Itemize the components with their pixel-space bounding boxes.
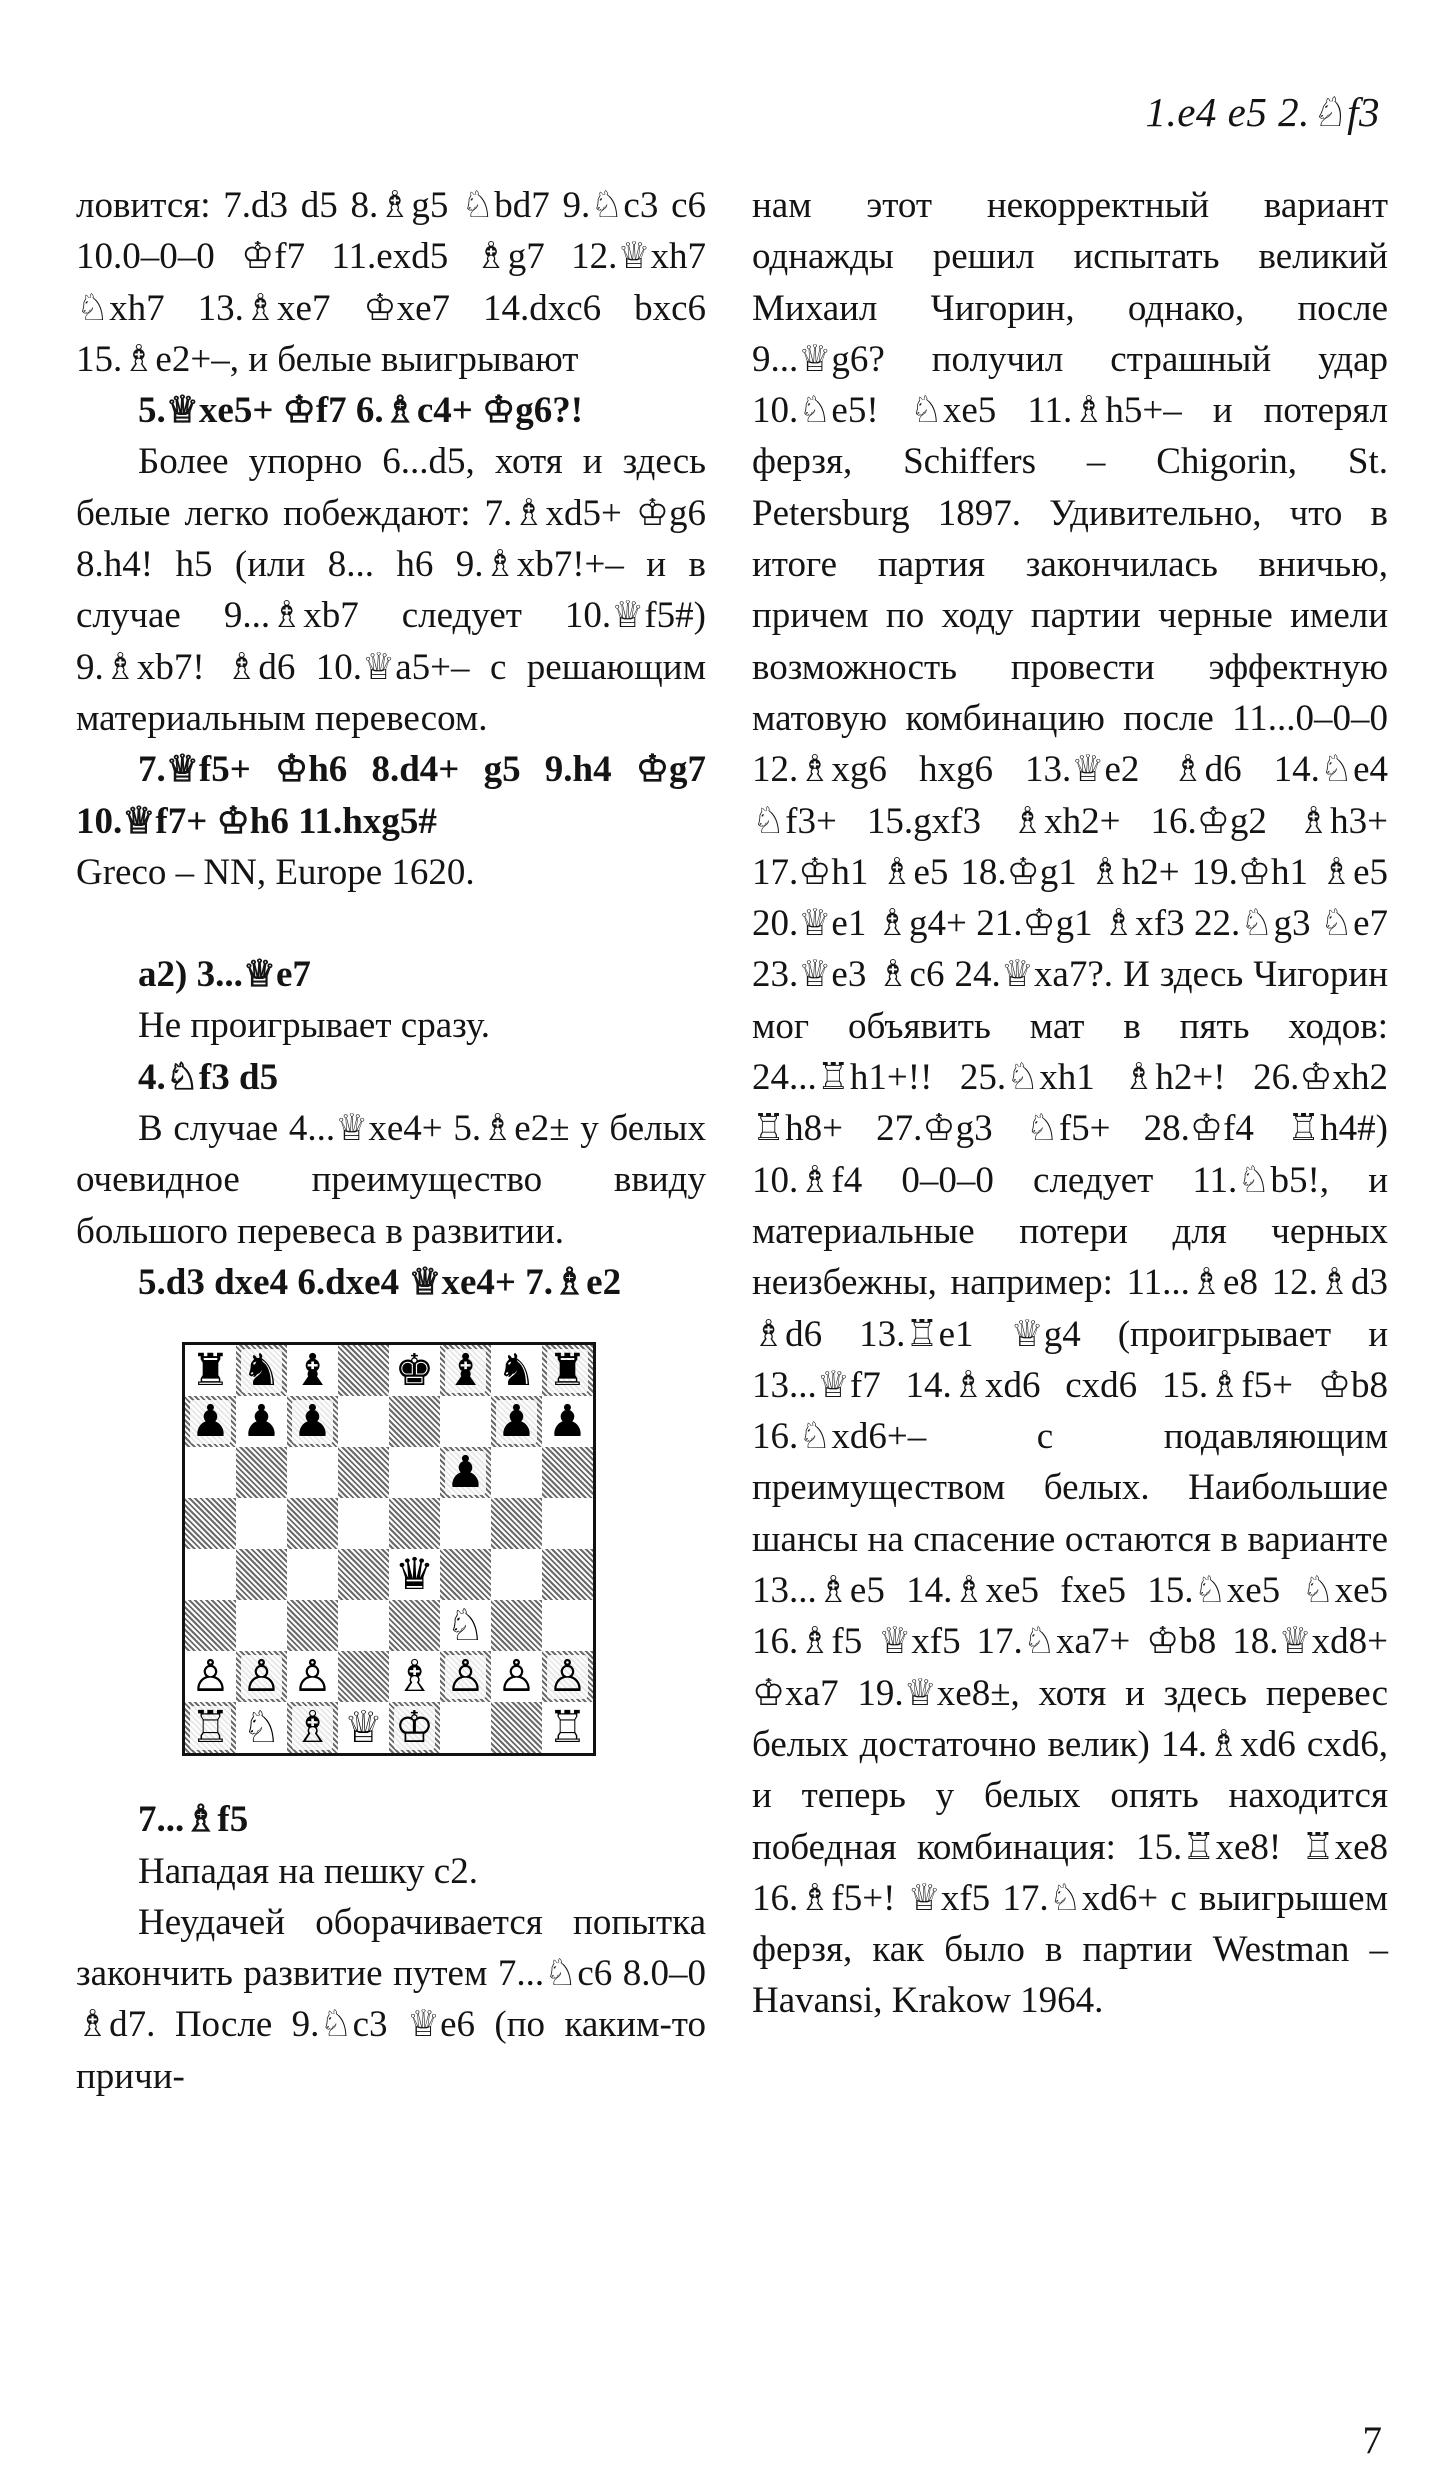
chess-piece: ♞ [496, 1344, 537, 1396]
square-h5 [542, 1498, 593, 1549]
chess-piece: ♞ [241, 1344, 282, 1396]
main-line-moves: 7...♗f5 [138, 1799, 249, 1841]
square-d7 [338, 1396, 389, 1447]
chess-piece: ♛ [394, 1548, 435, 1600]
chess-piece: ♘ [241, 1701, 282, 1753]
chess-piece: ♙ [445, 1650, 486, 1702]
square-h8 [542, 1345, 593, 1396]
paragraph: ловится: 7.d3 d5 8.♗g5 ♘bd7 9.♘c3 c6 10.0–0–0 ♔f7 11.exd5 ♗g7 12.♕xh7 ♘xh7 13.♗xe7 ♔xe7 14.dxc6 bxc6 15.♗e2+–, и белые выигрывают [76, 185, 706, 380]
section-heading: a2) 3...♕e7 [138, 954, 311, 996]
square-d3 [338, 1600, 389, 1651]
square-f7 [440, 1396, 491, 1447]
square-h3 [542, 1600, 593, 1651]
chess-piece: ♙ [496, 1650, 537, 1702]
square-e7 [389, 1396, 440, 1447]
square-b8 [236, 1345, 287, 1396]
chess-piece: ♝ [292, 1344, 333, 1396]
square-c7 [287, 1396, 338, 1447]
square-c4 [287, 1549, 338, 1600]
chess-board [182, 1342, 596, 1756]
square-e2 [389, 1651, 440, 1702]
chess-piece: ♟ [292, 1395, 333, 1447]
square-g5 [491, 1498, 542, 1549]
square-a7 [185, 1396, 236, 1447]
square-e1 [389, 1702, 440, 1753]
square-e6 [389, 1447, 440, 1498]
square-h6 [542, 1447, 593, 1498]
chess-piece: ♕ [343, 1701, 384, 1753]
chess-piece: ♗ [394, 1650, 435, 1702]
square-g7 [491, 1396, 542, 1447]
paragraph: Не проигрывает сразу. [138, 1005, 491, 1047]
square-g1 [491, 1702, 542, 1753]
square-h7 [542, 1396, 593, 1447]
game-reference: Greco – NN, Europe 1620. [76, 851, 475, 893]
square-g6 [491, 1447, 542, 1498]
chess-piece: ♘ [445, 1599, 486, 1651]
square-f5 [440, 1498, 491, 1549]
square-d5 [338, 1498, 389, 1549]
square-g3 [491, 1600, 542, 1651]
square-c1 [287, 1702, 338, 1753]
square-h2 [542, 1651, 593, 1702]
chess-piece: ♟ [190, 1395, 231, 1447]
square-e4 [389, 1549, 440, 1600]
square-a1 [185, 1702, 236, 1753]
chess-piece: ♔ [394, 1701, 435, 1753]
square-g2 [491, 1651, 542, 1702]
page-number: 7 [1362, 2419, 1382, 2462]
square-b4 [236, 1549, 287, 1600]
square-e5 [389, 1498, 440, 1549]
paragraph: Неудачей оборачивается попытка закончить развитие путем 7...♘c6 8.0–0 ♗d7. После 9.♘c3 ♕e6 (по каким-то причи- [76, 1901, 706, 2097]
square-h4 [542, 1549, 593, 1600]
square-f6 [440, 1447, 491, 1498]
square-b2 [236, 1651, 287, 1702]
chess-piece: ♖ [547, 1701, 588, 1753]
square-f2 [440, 1651, 491, 1702]
square-a5 [185, 1498, 236, 1549]
square-d6 [338, 1447, 389, 1498]
square-a4 [185, 1549, 236, 1600]
left-column [76, 180, 706, 2102]
chess-piece: ♜ [547, 1344, 588, 1396]
square-b1 [236, 1702, 287, 1753]
paragraph: Более упорно 6...d5, хотя и здесь белые легко побеждают: 7.♗xd5+ ♔g6 8.h4! h5 (или 8... h6 9.♗xb7!+– и в случае 9...♗xb7 следует 10.♕f5#) 9.♗xb7! ♗d6 10.♕a5+– с решающим материальным перевесом. [76, 441, 706, 739]
chess-piece: ♙ [292, 1650, 333, 1702]
paragraph: Нападая на пешку с2. [138, 1850, 478, 1892]
chess-piece: ♟ [241, 1395, 282, 1447]
square-b6 [236, 1447, 287, 1498]
right-column [752, 180, 1388, 2027]
square-a2 [185, 1651, 236, 1702]
main-line-moves: 5.♕xe5+ ♔f7 6.♗c4+ ♔g6?! [138, 390, 584, 432]
square-a3 [185, 1600, 236, 1651]
square-f8 [440, 1345, 491, 1396]
square-b3 [236, 1600, 287, 1651]
chess-piece: ♟ [445, 1446, 486, 1498]
square-g8 [491, 1345, 542, 1396]
chess-piece: ♙ [190, 1650, 231, 1702]
chess-piece: ♙ [241, 1650, 282, 1702]
paragraph: В случае 4...♕xe4+ 5.♗e2± у белых очевидное преимущество ввиду большого перевеса в развитии. [76, 1108, 706, 1252]
chess-piece: ♜ [190, 1344, 231, 1396]
running-head: 1.e4 e5 2.♘f3 [1145, 89, 1380, 135]
chess-piece: ♚ [394, 1344, 435, 1396]
square-f4 [440, 1549, 491, 1600]
square-c3 [287, 1600, 338, 1651]
square-f3 [440, 1600, 491, 1651]
chess-piece: ♙ [547, 1650, 588, 1702]
square-a6 [185, 1447, 236, 1498]
square-a8 [185, 1345, 236, 1396]
square-e8 [389, 1345, 440, 1396]
square-g4 [491, 1549, 542, 1600]
square-c5 [287, 1498, 338, 1549]
square-d8 [338, 1345, 389, 1396]
main-line-moves: 7.♕f5+ ♔h6 8.d4+ g5 9.h4 ♔g7 10.♕f7+ ♔h6 11.hxg5# [76, 749, 706, 842]
square-e3 [389, 1600, 440, 1651]
square-c2 [287, 1651, 338, 1702]
chess-piece: ♗ [292, 1701, 333, 1753]
square-b5 [236, 1498, 287, 1549]
square-d2 [338, 1651, 389, 1702]
chess-piece: ♟ [547, 1395, 588, 1447]
chess-piece: ♖ [190, 1701, 231, 1753]
paragraph: нам этот некорректный вариант однажды решил испытать великий Михаил Чигорин, однако, после 9...♕g6? получил страшный удар 10.♘e5! ♘xe5 11.♗h5+– и потерял ферзя, Schiffers – Chigorin, St. Petersburg 1897. Удивительно, что в итоге партия закончилась вничью, причем по ходу партии черные имели возможность провести эффектную матовую комбинацию после 11...0–0–0 12.♗xg6 hxg6 13.♕e2 ♗d6 14.♘e4 ♘f3+ 15.gxf3 ♗xh2+ 16.♔g2 ♗h3+ 17.♔h1 ♗e5 18.♔g1 ♗h2+ 19.♔h1 ♗e5 20.♕e1 ♗g4+ 21.♔g1 ♗xf3 22.♘g3 ♘e7 23.♕e3 ♗c6 24.♕xa7?. И здесь Чигорин мог объявить мат в пять ходов: 24...♖h1+!! 25.♘xh1 ♗h2+! 26.♔xh2 ♖h8+ 27.♔g3 ♘f5+ 28.♔f4 ♖h4#) 10.♗f4 0–0–0 следует 11.♘b5!, и материальные потери для черных неизбежны, например: 11...♗e8 12.♗d3 ♗d6 13.♖e1 ♕g4 (проигрывает и 13...♕f7 14.♗xd6 cxd6 15.♗f5+ ♔b8 16.♘xd6+– с подавляющим преимуществом белых. Наибольшие шансы на спасение остаются в варианте 13...♗e5 14.♗xe5 fxe5 15.♘xe5 ♘xe5 16.♗f5 ♕xf5 17.♘xa7+ ♔b8 18.♕xd8+ ♔xa7 19.♕xe8±, хотя и здесь перевес белых достаточно велик) 14.♗xd6 cxd6, и теперь у белых опять находится победная комбинация: 15.♖xe8! ♖xe8 16.♗f5+! ♕xf5 17.♘xd6+ с выигрышем ферзя, как было в партии Westman – Havansi, Krakow 1964. [752, 185, 1388, 2022]
square-d4 [338, 1549, 389, 1600]
square-f1 [440, 1702, 491, 1753]
chess-piece: ♝ [445, 1344, 486, 1396]
square-d1 [338, 1702, 389, 1753]
square-h1 [542, 1702, 593, 1753]
main-line-moves: 5.d3 dxe4 6.dxe4 ♕xe4+ 7.♗e2 [138, 1261, 622, 1303]
chess-piece: ♟ [496, 1395, 537, 1447]
square-c6 [287, 1447, 338, 1498]
square-c8 [287, 1345, 338, 1396]
main-line-moves: 4.♘f3 d5 [138, 1056, 279, 1098]
square-b7 [236, 1396, 287, 1447]
chess-diagram [182, 1342, 706, 1756]
